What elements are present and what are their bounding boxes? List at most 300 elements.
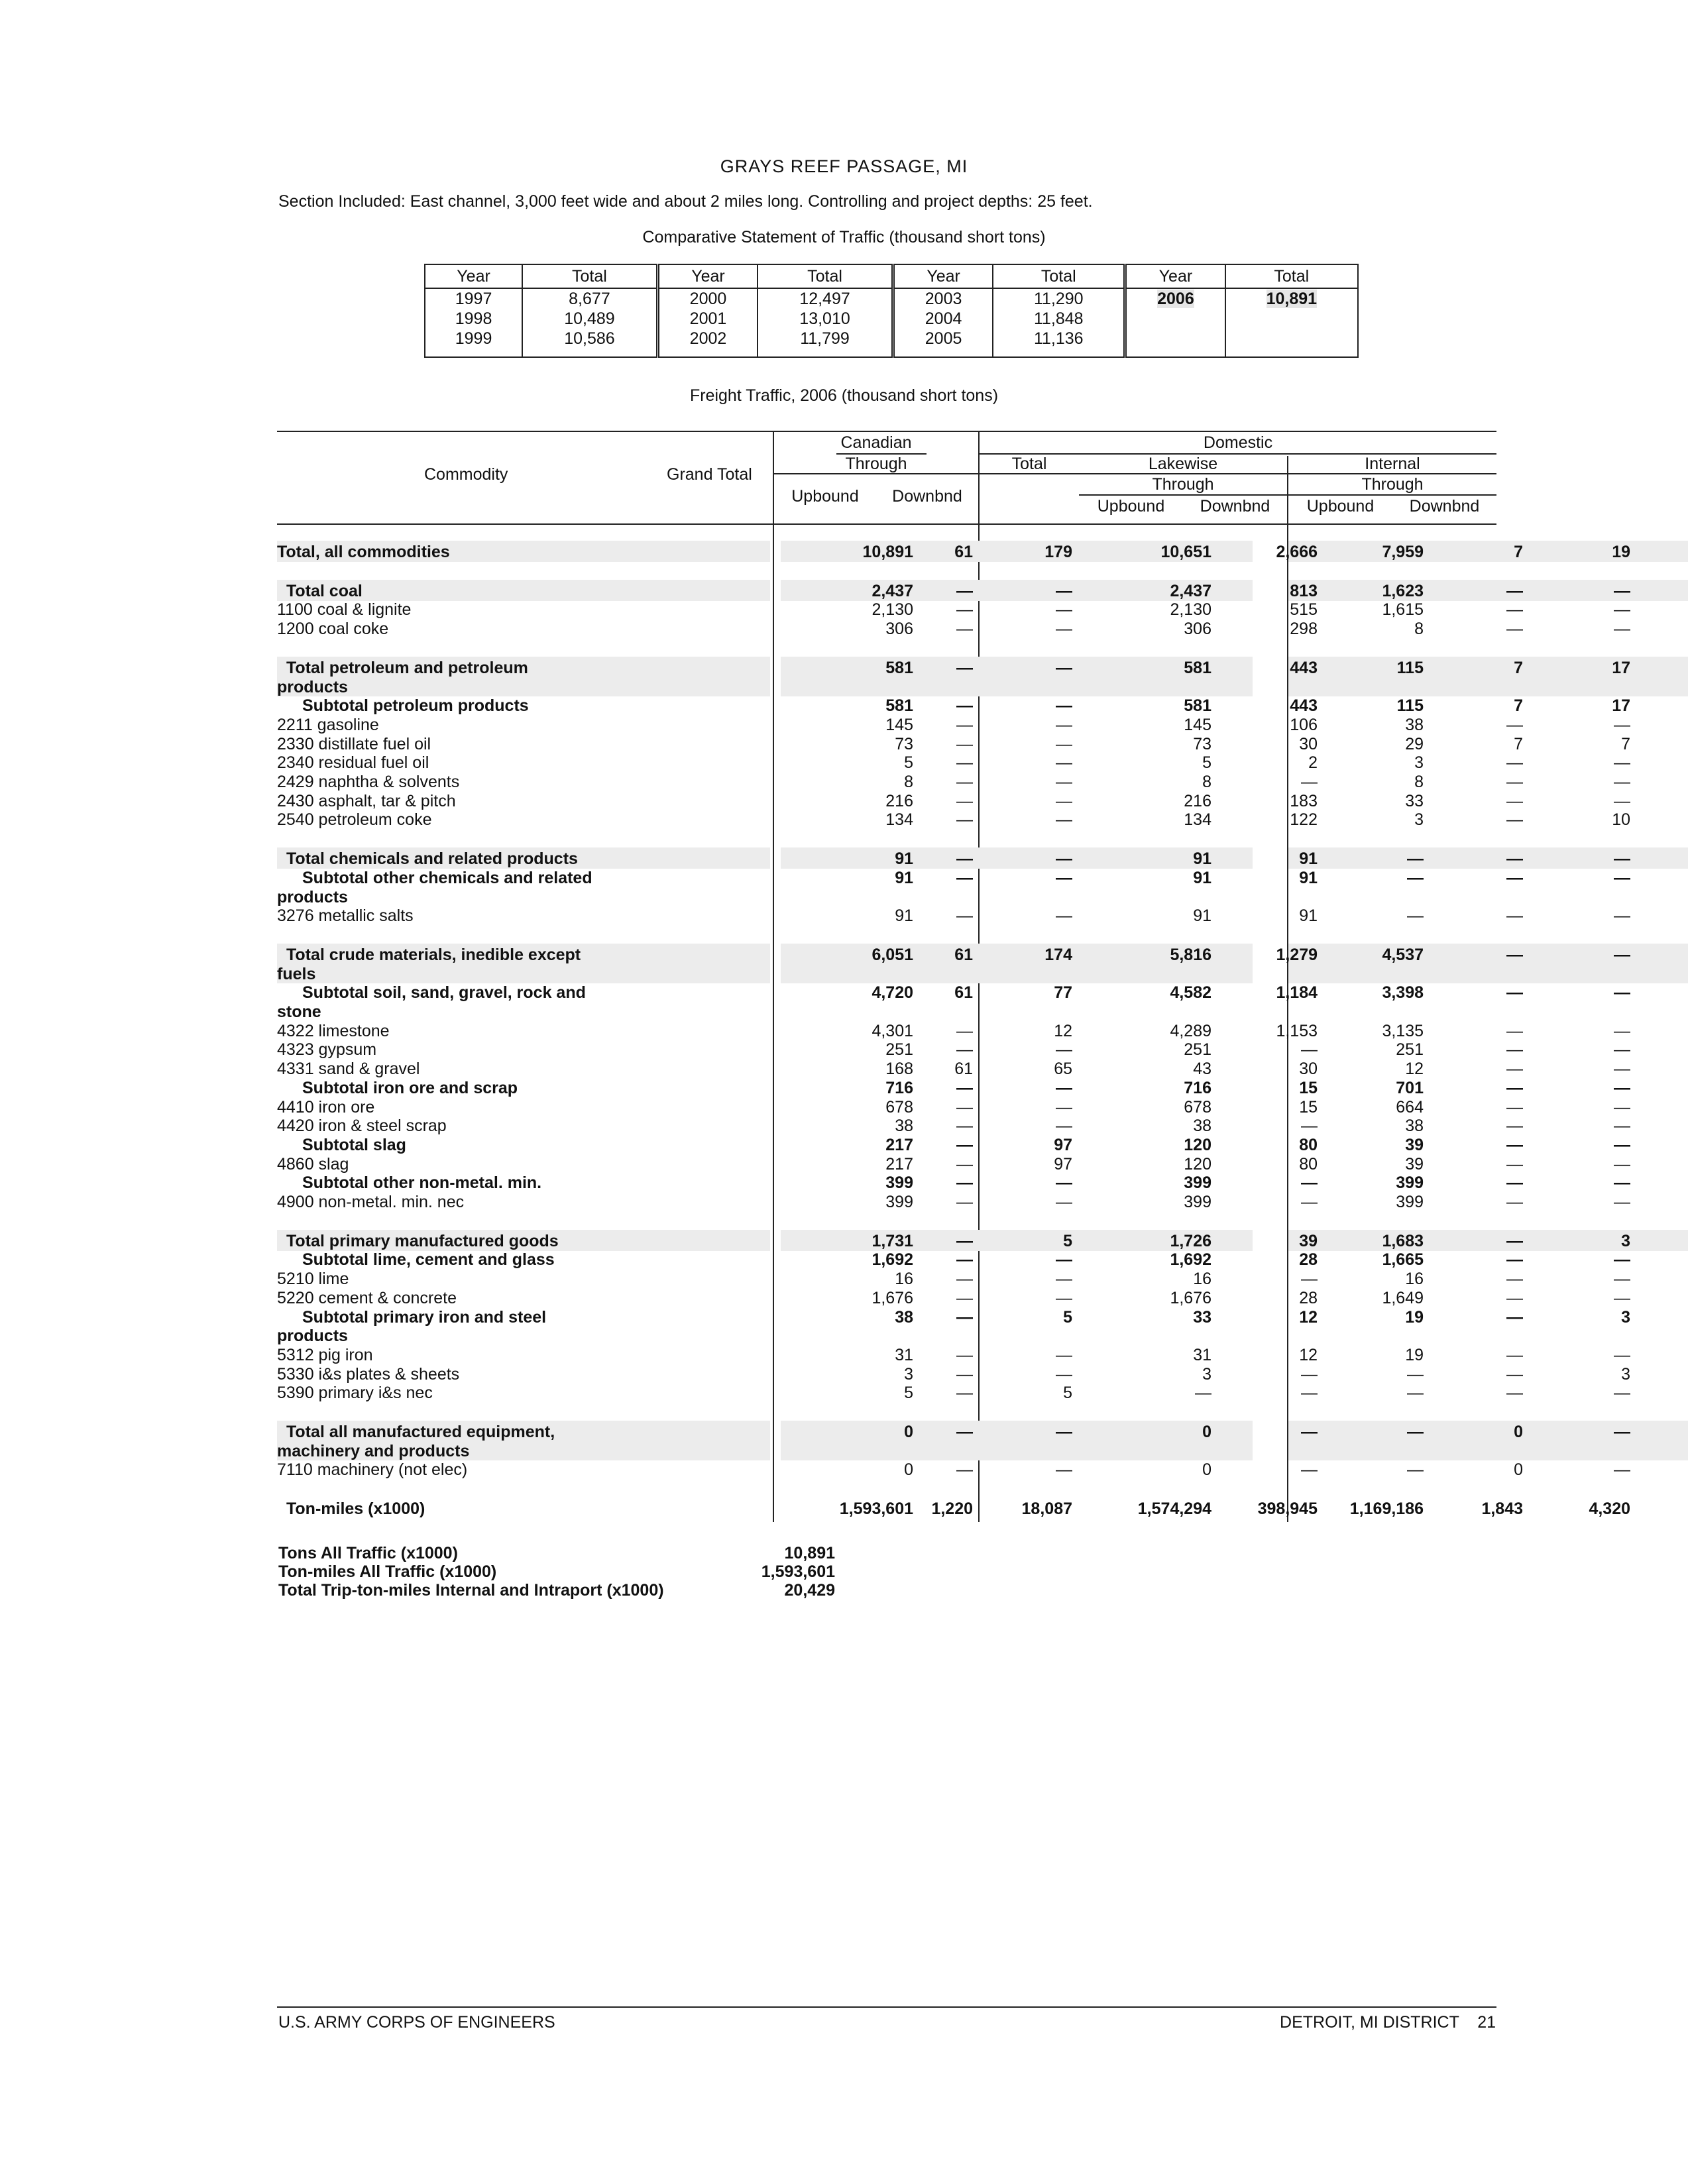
cell-lakewise-upbound: 91 [1299, 869, 1318, 887]
cell-canadian-upbound: — [956, 1022, 973, 1040]
cell-canadian-downbnd: — [1056, 1193, 1072, 1211]
summary-label-trip-ton-miles: Total Trip-ton-miles Internal and Intraport (x1000) [278, 1581, 664, 1600]
cell-lakewise-downbnd: 1,615 [1382, 600, 1424, 619]
row-label: 4323 gypsum [277, 1040, 377, 1059]
cell-internal-upbound: 7 [1514, 659, 1523, 677]
cell-canadian-upbound: 1,220 [931, 1500, 973, 1518]
cell-internal-downbnd: — [1614, 1079, 1630, 1097]
cell-canadian-upbound: — [956, 1250, 973, 1269]
cell-lakewise-upbound: 30 [1299, 1060, 1318, 1078]
cell-grand-total: 31 [895, 1346, 913, 1364]
cell-lakewise-upbound: — [1301, 1423, 1318, 1441]
cell-domestic-total: 399 [1184, 1193, 1211, 1211]
cell-canadian-upbound: — [956, 1040, 973, 1059]
cell-lakewise-downbnd: 1,683 [1382, 1232, 1424, 1250]
cell-grand-total: 38 [895, 1308, 913, 1327]
cell-domestic-total: 16 [1193, 1270, 1211, 1288]
cell-domestic-total: 1,692 [1170, 1250, 1211, 1269]
table-row [277, 600, 1630, 620]
row-label: fuels [277, 965, 316, 983]
cell-lakewise-upbound: — [1301, 1117, 1318, 1135]
cell-internal-upbound: — [1506, 1079, 1523, 1097]
cell-lakewise-upbound: 515 [1290, 600, 1318, 619]
cell-internal-upbound: 7 [1514, 735, 1523, 753]
cell-lakewise-downbnd: 38 [1405, 716, 1424, 734]
total-row [277, 542, 1630, 562]
underline-canadian-through [774, 473, 978, 474]
cell-internal-downbnd: 10 [1612, 810, 1630, 829]
header-lakewise-upbound: Upbound [1097, 497, 1165, 516]
cell-lakewise-upbound: 39 [1299, 1232, 1318, 1250]
cell-lakewise-upbound: 91 [1299, 849, 1318, 868]
cell-lakewise-downbnd: 29 [1405, 735, 1424, 753]
row-label: 1200 coal coke [277, 620, 389, 638]
row-label: Subtotal lime, cement and glass [302, 1250, 555, 1269]
cell-lakewise-upbound: — [1301, 1384, 1318, 1402]
cell-grand-total: 399 [885, 1174, 913, 1192]
cell-internal-downbnd: — [1614, 1155, 1630, 1174]
cell-canadian-downbnd: 5 [1063, 1308, 1072, 1327]
row-label: Total primary manufactured goods [286, 1232, 559, 1250]
cell-domestic-total: 216 [1184, 792, 1211, 810]
table-row [277, 619, 1630, 639]
cell-canadian-downbnd: — [1056, 1117, 1072, 1135]
cell-canadian-downbnd: 77 [1054, 983, 1072, 1002]
row-label: 5210 lime [277, 1270, 349, 1288]
cell-grand-total: 5 [904, 1384, 913, 1402]
comp-header-total: Total [1225, 264, 1358, 288]
cell-canadian-downbnd: 5 [1063, 1384, 1072, 1402]
cell-canadian-upbound: — [956, 659, 973, 677]
header-internal-upbound: Upbound [1306, 497, 1375, 516]
cell-canadian-upbound: 61 [954, 543, 973, 561]
cell-internal-downbnd: — [1614, 1346, 1630, 1364]
row-label-continuation [277, 677, 1496, 697]
total-row [277, 849, 1630, 869]
cell-lakewise-downbnd: — [1407, 906, 1424, 925]
cell-canadian-downbnd: 97 [1054, 1136, 1072, 1154]
cell-domestic-total: 678 [1184, 1098, 1211, 1117]
cell-internal-upbound: — [1506, 773, 1523, 791]
row-label: Subtotal other chemicals and related [302, 869, 592, 887]
comp-cell: 11,799 [758, 329, 893, 357]
underline-lakewise [1079, 473, 1287, 474]
header-lakewise-through: Through [1152, 475, 1214, 494]
cell-lakewise-upbound: — [1301, 1270, 1318, 1288]
cell-internal-upbound: — [1506, 1193, 1523, 1211]
cell-lakewise-upbound: 443 [1290, 696, 1318, 715]
cell-internal-upbound: — [1506, 1384, 1523, 1402]
cell-domestic-total: 251 [1184, 1040, 1211, 1059]
cell-domestic-total: 145 [1184, 716, 1211, 734]
cell-internal-downbnd: — [1614, 1117, 1630, 1135]
comp-cell: 2005 [893, 329, 993, 357]
cell-lakewise-downbnd: 1,623 [1382, 582, 1424, 600]
comp-cell: 1998 [425, 309, 522, 329]
cell-grand-total: 91 [895, 849, 913, 868]
cell-canadian-upbound: — [956, 773, 973, 791]
cell-domestic-total: 1,676 [1170, 1289, 1211, 1307]
cell-internal-downbnd: — [1614, 753, 1630, 772]
row-label: 4331 sand & gravel [277, 1060, 420, 1078]
cell-internal-downbnd: — [1614, 1289, 1630, 1307]
subtotal-row [277, 983, 1630, 1003]
row-label-continuation [277, 1002, 1496, 1022]
comp-cell: 11,848 [993, 309, 1125, 329]
cell-canadian-downbnd: 174 [1044, 946, 1072, 964]
row-label: Total coal [286, 582, 363, 600]
cell-canadian-downbnd: — [1056, 620, 1072, 638]
cell-internal-downbnd: — [1614, 983, 1630, 1002]
row-label: 7110 machinery (not elec) [277, 1460, 468, 1479]
table-row [277, 1059, 1630, 1079]
cell-lakewise-downbnd: — [1407, 1423, 1424, 1441]
cell-internal-downbnd: — [1614, 1193, 1630, 1211]
cell-grand-total: 716 [885, 1079, 913, 1097]
cell-lakewise-downbnd: — [1407, 1365, 1424, 1384]
cell-lakewise-downbnd: 1,169,186 [1349, 1500, 1424, 1518]
cell-canadian-upbound: — [956, 600, 973, 619]
cell-canadian-downbnd: — [1056, 1040, 1072, 1059]
cell-internal-upbound: — [1506, 810, 1523, 829]
comp-header-total: Total [758, 264, 893, 288]
cell-internal-downbnd: — [1614, 1270, 1630, 1288]
section-included: Section Included: East channel, 3,000 feet wide and about 2 miles long. Controlling and project depths: 25 feet. [278, 192, 1093, 211]
row-label: products [277, 678, 348, 696]
table-row [277, 1364, 1630, 1384]
cell-internal-upbound: — [1506, 1060, 1523, 1078]
cell-canadian-downbnd: — [1056, 869, 1072, 887]
row-label: 5220 cement & concrete [277, 1289, 457, 1307]
cell-domestic-total: 10,651 [1160, 543, 1211, 561]
cell-lakewise-upbound: 1,279 [1276, 946, 1318, 964]
row-label: Total crude materials, inedible except [286, 946, 581, 964]
cell-canadian-upbound: — [956, 1193, 973, 1211]
row-label-continuation [277, 964, 1496, 984]
cell-grand-total: 217 [885, 1136, 913, 1154]
comparative-header-row [425, 264, 1358, 288]
cell-canadian-upbound: — [956, 1423, 973, 1441]
cell-canadian-upbound: — [956, 582, 973, 600]
row-label: 2340 residual fuel oil [277, 753, 429, 772]
summary-value-tonmiles: 1,593,601 [761, 1562, 835, 1581]
row-label: Total all manufactured equipment, [286, 1423, 555, 1441]
row-label-continuation [277, 1441, 1496, 1461]
table-top-rule [277, 431, 1496, 432]
cell-internal-upbound: — [1506, 1174, 1523, 1192]
comparative-row [425, 309, 1358, 329]
cell-internal-downbnd: — [1614, 582, 1630, 600]
cell-canadian-upbound: — [956, 869, 973, 887]
cell-grand-total: 5 [904, 753, 913, 772]
cell-canadian-upbound: 61 [954, 983, 973, 1002]
cell-canadian-upbound: — [956, 1308, 973, 1327]
row-label: 2211 gasoline [277, 716, 379, 734]
header-internal: Internal [1365, 455, 1420, 473]
cell-domestic-total: 399 [1184, 1174, 1211, 1192]
header-canadian: Canadian [840, 433, 912, 452]
cell-internal-upbound: — [1506, 1232, 1523, 1250]
total-row [277, 1231, 1630, 1251]
cell-canadian-upbound: — [956, 1098, 973, 1117]
cell-lakewise-upbound: 813 [1290, 582, 1318, 600]
cell-canadian-downbnd: — [1056, 600, 1072, 619]
cell-internal-downbnd: 4,320 [1589, 1500, 1630, 1518]
table-header-rule [277, 523, 1496, 525]
table-row [277, 1097, 1630, 1117]
comp-cell: 2001 [657, 309, 758, 329]
cell-lakewise-downbnd: 33 [1405, 792, 1424, 810]
cell-lakewise-downbnd: 39 [1405, 1136, 1424, 1154]
total-row [277, 581, 1630, 601]
cell-internal-upbound: — [1506, 620, 1523, 638]
cell-canadian-upbound: — [956, 849, 973, 868]
cell-internal-downbnd: 17 [1612, 659, 1630, 677]
row-label: Subtotal petroleum products [302, 696, 529, 715]
cell-lakewise-downbnd: 8 [1414, 620, 1424, 638]
cell-canadian-downbnd: 5 [1063, 1232, 1072, 1250]
cell-canadian-upbound: 61 [954, 1060, 973, 1078]
cell-internal-upbound: — [1506, 906, 1523, 925]
cell-grand-total: 0 [904, 1460, 913, 1479]
cell-internal-upbound: — [1506, 1346, 1523, 1364]
cell-internal-downbnd: — [1614, 600, 1630, 619]
cell-lakewise-downbnd: 399 [1396, 1193, 1424, 1211]
total-row [277, 658, 1630, 678]
cell-canadian-downbnd: — [1056, 1289, 1072, 1307]
cell-lakewise-upbound: 2 [1308, 753, 1318, 772]
cell-lakewise-downbnd: 115 [1396, 659, 1424, 677]
table-row [277, 1460, 1630, 1480]
cell-domestic-total: 91 [1193, 849, 1211, 868]
cell-lakewise-downbnd: 16 [1405, 1270, 1424, 1288]
cell-grand-total: 0 [904, 1423, 913, 1441]
cell-lakewise-downbnd: — [1407, 1460, 1424, 1479]
summary-value-tons: 10,891 [784, 1544, 835, 1562]
row-label: Total chemicals and related products [286, 849, 578, 868]
underline-lakewise-through [1079, 494, 1287, 496]
cell-domestic-total: 33 [1193, 1308, 1211, 1327]
cell-lakewise-downbnd: 39 [1405, 1155, 1424, 1174]
cell-internal-downbnd: 17 [1612, 696, 1630, 715]
cell-canadian-upbound: — [956, 810, 973, 829]
cell-lakewise-upbound: 2,666 [1276, 543, 1318, 561]
cell-grand-total: 1,692 [872, 1250, 913, 1269]
cell-grand-total: 581 [885, 659, 913, 677]
cell-domestic-total: 0 [1202, 1423, 1211, 1441]
cell-internal-downbnd: — [1614, 849, 1630, 868]
cell-domestic-total: 716 [1184, 1079, 1211, 1097]
comp-header-total: Total [522, 264, 657, 288]
cell-domestic-total: — [1195, 1384, 1211, 1402]
cell-canadian-downbnd: — [1056, 810, 1072, 829]
cell-internal-upbound: 7 [1514, 696, 1523, 715]
cell-domestic-total: 5,816 [1170, 946, 1211, 964]
table-row [277, 791, 1630, 811]
cell-internal-upbound: — [1506, 582, 1523, 600]
comp-cell: 1999 [425, 329, 522, 357]
cell-lakewise-upbound: 183 [1290, 792, 1318, 810]
cell-canadian-upbound: — [956, 1232, 973, 1250]
cell-grand-total: 168 [885, 1060, 913, 1078]
cell-internal-upbound: — [1506, 1022, 1523, 1040]
cell-grand-total: 678 [885, 1098, 913, 1117]
cell-grand-total: 251 [885, 1040, 913, 1059]
cell-lakewise-downbnd: 7,959 [1382, 543, 1424, 561]
cell-canadian-upbound: — [956, 696, 973, 715]
cell-internal-downbnd: — [1614, 1384, 1630, 1402]
cell-internal-upbound: — [1506, 1308, 1523, 1327]
cell-lakewise-downbnd: 251 [1396, 1040, 1424, 1059]
comp-header-total: Total [993, 264, 1125, 288]
comp-cell [1125, 309, 1225, 329]
cell-domestic-total: 91 [1193, 906, 1211, 925]
cell-lakewise-upbound: — [1301, 1193, 1318, 1211]
table-row [277, 1040, 1630, 1060]
freight-caption: Freight Traffic, 2006 (thousand short tons) [689, 386, 999, 405]
cell-canadian-upbound: — [956, 1270, 973, 1288]
cell-canadian-upbound: — [956, 620, 973, 638]
cell-internal-upbound: — [1506, 753, 1523, 772]
row-label: products [277, 888, 348, 906]
cell-lakewise-upbound: 122 [1290, 810, 1318, 829]
cell-grand-total: 73 [895, 735, 913, 753]
cell-canadian-downbnd: 65 [1054, 1060, 1072, 1078]
comp-cell [1125, 329, 1225, 357]
comp-cell: 11,136 [993, 329, 1125, 357]
row-label: Ton-miles (x1000) [286, 1500, 425, 1518]
cell-grand-total: 4,720 [872, 983, 913, 1002]
underline-internal [1288, 473, 1496, 474]
cell-canadian-downbnd: — [1056, 1098, 1072, 1117]
table-row [277, 772, 1630, 792]
subtotal-row [277, 1250, 1630, 1270]
comp-cell: 13,010 [758, 309, 893, 329]
underline-internal-through [1288, 494, 1496, 496]
comparative-row [425, 288, 1358, 309]
cell-internal-downbnd: — [1614, 1136, 1630, 1154]
row-label: Subtotal primary iron and steel [302, 1308, 547, 1327]
cell-lakewise-upbound: 15 [1299, 1098, 1318, 1117]
subtotal-row [277, 696, 1630, 716]
subtotal-row [277, 1135, 1630, 1155]
row-label: 2430 asphalt, tar & pitch [277, 792, 456, 810]
cell-canadian-upbound: — [956, 716, 973, 734]
cell-domestic-total: 43 [1193, 1060, 1211, 1078]
cell-grand-total: 306 [885, 620, 913, 638]
cell-canadian-downbnd: — [1056, 849, 1072, 868]
total-row [277, 1422, 1630, 1442]
cell-internal-downbnd: 19 [1612, 543, 1630, 561]
row-label: 4900 non-metal. min. nec [277, 1193, 465, 1211]
row-label: 5330 i&s plates & sheets [277, 1365, 460, 1384]
cell-internal-upbound: — [1506, 869, 1523, 887]
cell-domestic-total: 4,289 [1170, 1022, 1211, 1040]
cell-grand-total: 145 [885, 716, 913, 734]
comp-cell: 10,489 [522, 309, 657, 329]
cell-internal-downbnd: — [1614, 1060, 1630, 1078]
cell-lakewise-upbound: 80 [1299, 1155, 1318, 1174]
row-label: 5390 primary i&s nec [277, 1384, 433, 1402]
cell-domestic-total: 2,130 [1170, 600, 1211, 619]
cell-domestic-total: 306 [1184, 620, 1211, 638]
comparative-caption: Comparative Statement of Traffic (thousand short tons) [642, 228, 1046, 246]
row-label: 2429 naphtha & solvents [277, 773, 460, 791]
cell-lakewise-upbound: — [1301, 1040, 1318, 1059]
cell-canadian-downbnd: — [1056, 753, 1072, 772]
cell-lakewise-downbnd: 3 [1414, 810, 1424, 829]
header-canadian-upbound: Upbound [791, 487, 859, 506]
cell-lakewise-upbound: 12 [1299, 1346, 1318, 1364]
cell-lakewise-downbnd: 399 [1396, 1174, 1424, 1192]
cell-canadian-downbnd: — [1056, 1079, 1072, 1097]
cell-canadian-upbound: 61 [954, 946, 973, 964]
cell-domestic-total: 1,726 [1170, 1232, 1211, 1250]
cell-internal-upbound: — [1506, 1098, 1523, 1117]
comp-cell [1225, 329, 1358, 357]
comp-cell: 2003 [893, 288, 993, 309]
comp-cell: 10,586 [522, 329, 657, 357]
cell-lakewise-upbound: 80 [1299, 1136, 1318, 1154]
row-label-continuation [277, 1326, 1496, 1346]
cell-internal-upbound: — [1506, 946, 1523, 964]
page-title: GRAYS REEF PASSAGE, MI [720, 156, 968, 176]
cell-lakewise-downbnd: 3,135 [1382, 1022, 1424, 1040]
row-label: products [277, 1327, 348, 1345]
cell-domestic-total: 581 [1184, 659, 1211, 677]
row-label: Subtotal other non-metal. min. [302, 1174, 542, 1192]
comparative-table [424, 264, 1359, 358]
header-commodity: Commodity [424, 465, 508, 484]
summary-label-tonmiles: Ton-miles All Traffic (x1000) [278, 1562, 497, 1581]
header-domestic: Domestic [1203, 433, 1273, 452]
cell-lakewise-downbnd: 12 [1405, 1060, 1424, 1078]
cell-internal-downbnd: — [1614, 946, 1630, 964]
cell-internal-downbnd: — [1614, 716, 1630, 734]
header-lakewise-downbnd: Downbnd [1200, 497, 1270, 516]
cell-internal-downbnd: — [1614, 1423, 1630, 1441]
cell-canadian-upbound: — [956, 906, 973, 925]
cell-internal-upbound: — [1506, 1117, 1523, 1135]
cell-internal-downbnd: — [1614, 773, 1630, 791]
row-label: 4322 limestone [277, 1022, 390, 1040]
table-row [277, 734, 1630, 754]
cell-canadian-downbnd: — [1056, 773, 1072, 791]
cell-canadian-downbnd: — [1056, 1346, 1072, 1364]
cell-lakewise-upbound: 30 [1299, 735, 1318, 753]
cell-canadian-downbnd: — [1056, 696, 1072, 715]
table-row [277, 906, 1630, 926]
cell-lakewise-downbnd: 19 [1405, 1346, 1424, 1364]
cell-lakewise-upbound: — [1301, 1174, 1318, 1192]
summary-labels [278, 1544, 664, 1600]
cell-grand-total: 4,301 [872, 1022, 913, 1040]
cell-domestic-total: 31 [1193, 1346, 1211, 1364]
cell-canadian-upbound: — [956, 1289, 973, 1307]
cell-canadian-downbnd: — [1056, 735, 1072, 753]
cell-grand-total: 2,437 [872, 582, 913, 600]
comp-cell-current-total: 10,891 [1266, 290, 1318, 308]
cell-domestic-total: 2,437 [1170, 582, 1211, 600]
header-canadian-downbnd: Downbnd [892, 487, 962, 506]
cell-canadian-upbound: — [956, 1079, 973, 1097]
cell-canadian-upbound: — [956, 1155, 973, 1174]
cell-internal-upbound: — [1506, 983, 1523, 1002]
summary-label-tons: Tons All Traffic (x1000) [278, 1544, 458, 1562]
row-label: Total petroleum and petroleum [286, 659, 528, 677]
cell-domestic-total: 91 [1193, 869, 1211, 887]
cell-grand-total: 91 [895, 906, 913, 925]
